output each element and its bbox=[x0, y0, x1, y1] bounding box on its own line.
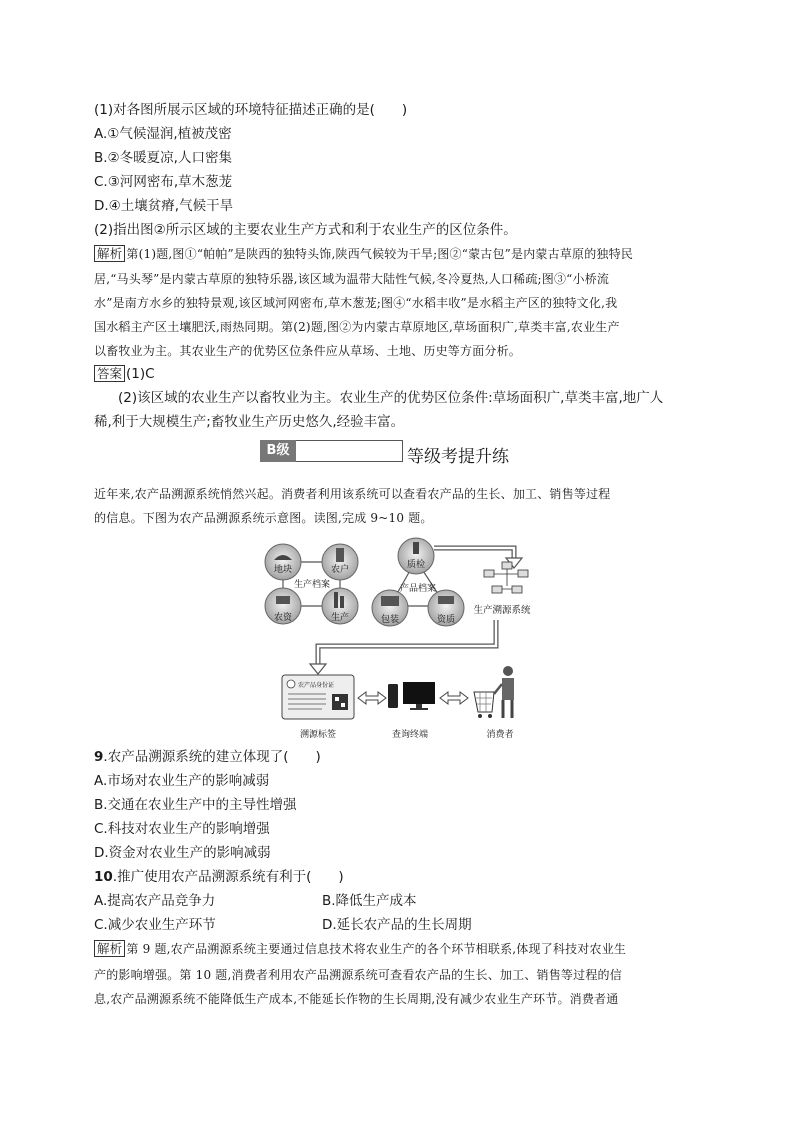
consumer bbox=[474, 666, 514, 740]
plot-node bbox=[265, 544, 301, 580]
question-1-option-c: C.③河网密布,草木葱茏 bbox=[94, 174, 233, 190]
level-badge: B级 bbox=[260, 440, 296, 462]
packaging-node bbox=[372, 590, 408, 626]
analysis-tag: 解析 bbox=[94, 245, 125, 262]
svg-text:资质: 资质 bbox=[436, 615, 456, 625]
svg-text:农产品身份证: 农产品身份证 bbox=[298, 682, 335, 689]
question-10-option-c: C.减少农业生产环节 bbox=[94, 917, 216, 933]
production-archive-group bbox=[265, 544, 358, 624]
question-9-stem: 9.农产品溯源系统的建立体现了( ) bbox=[94, 749, 321, 765]
svg-text:质检: 质检 bbox=[406, 560, 426, 570]
analysis-2-line-2: 产的影响增强。第 10 题,消费者利用农产品溯源系统可查看农产品的生长、加工、销售等过程的信 bbox=[94, 968, 622, 982]
analysis-1-line-2: 居,“马头琴”是内蒙古草原的独特乐器,该区域为温带大陆性气候,冬冷夏热,人口稀疏;图③“小桥流 bbox=[94, 272, 610, 286]
question-1-option-d: D.④土壤贫瘠,气候干旱 bbox=[94, 198, 234, 214]
answer-1-line-1: 答案 (1)C bbox=[94, 365, 155, 383]
traceability-diagram bbox=[256, 534, 546, 740]
svg-text:农资: 农资 bbox=[273, 613, 293, 623]
farmer-node bbox=[322, 544, 358, 580]
analysis-1-line-4: 国水稻主产区土壤肥沃,雨热同期。第(2)题,图②为内蒙古草原地区,草场面积广,草类丰富,农业生产 bbox=[94, 320, 620, 334]
question-9-option-b: B.交通在农业生产中的主导性增强 bbox=[94, 797, 297, 813]
question-9-option-a: A.市场对农业生产的影响减弱 bbox=[94, 773, 270, 789]
intro-line-2: 的信息。下图为农产品溯源系统示意图。读图,完成 9~10 题。 bbox=[94, 511, 433, 525]
section-title: 等级考提升练 bbox=[407, 447, 509, 467]
analysis-1-line-1: 解析 第(1)题,图①“帕帕”是陕西的独特头饰,陕西气候较为干旱;图②“蒙古包”是内蒙古草原的独特民 bbox=[94, 245, 633, 263]
inspection-node bbox=[398, 538, 434, 574]
analysis-2-line-3: 息,农产品溯源系统不能降低生产成本,不能延长作物的生长周期,没有减少农业生产环节。消费者通 bbox=[94, 992, 619, 1006]
svg-text:地块: 地块 bbox=[273, 565, 293, 575]
qualification-node bbox=[428, 590, 464, 626]
product-archive-group bbox=[372, 538, 464, 626]
bidirectional-arrow-1 bbox=[358, 692, 386, 704]
analysis-1-line-3: 水”是南方水乡的独特景观,该区域河网密布,草木葱茏;图④“水稻丰收”是水稻主产区的独特文化,我 bbox=[94, 296, 618, 310]
query-terminal bbox=[388, 682, 435, 740]
question-1-option-a: A.①气候湿润,植被茂密 bbox=[94, 126, 232, 142]
product-archive-label: 产品档案 bbox=[399, 584, 437, 594]
svg-text:生产: 生产 bbox=[330, 613, 350, 623]
question-10-option-a: A.提高农产品竞争力 bbox=[94, 893, 216, 909]
question-9-option-d: D.资金对农业生产的影响减弱 bbox=[94, 845, 271, 861]
svg-text:溯源标签: 溯源标签 bbox=[299, 730, 337, 740]
analysis-1-line-5: 以畜牧业为主。其农业生产的优势区位条件应从草场、土地、历史等方面分析。 bbox=[94, 344, 522, 358]
intro-line-1: 近年来,农产品溯源系统悄然兴起。消费者利用该系统可以查看农产品的生长、加工、销售等过程 bbox=[94, 487, 611, 501]
banner-box bbox=[296, 440, 403, 462]
analysis-2-line-1: 解析 第 9 题,农产品溯源系统主要通过信息技术将农业生产的各个环节相联系,体现了科技对农业生 bbox=[94, 940, 626, 958]
answer-1-line-3: 稀,利于大规模生产;畜牧业生产历史悠久,经验丰富。 bbox=[94, 414, 405, 430]
section-banner bbox=[260, 440, 540, 470]
analysis-tag: 解析 bbox=[94, 940, 125, 957]
farm-supplies-node bbox=[265, 588, 301, 624]
question-1-option-b: B.②冬暖夏凉,人口密集 bbox=[94, 150, 232, 166]
traceability-system bbox=[473, 562, 531, 616]
svg-text:消费者: 消费者 bbox=[486, 730, 514, 740]
question-2-stem: (2)指出图②所示区域的主要农业生产方式和利于农业生产的区位条件。 bbox=[94, 222, 517, 238]
question-10-option-d: D.延长农产品的生长周期 bbox=[322, 917, 472, 933]
question-9-option-c: C.科技对农业生产的影响增强 bbox=[94, 821, 270, 837]
svg-text:查询终端: 查询终端 bbox=[391, 730, 429, 740]
answer-tag: 答案 bbox=[94, 365, 125, 382]
traceability-label bbox=[282, 675, 354, 740]
question-1-stem: (1)对各图所展示区域的环境特征描述正确的是( ) bbox=[94, 102, 408, 118]
production-node bbox=[322, 588, 358, 624]
production-archive-label: 生产档案 bbox=[293, 580, 331, 590]
svg-text:包装: 包装 bbox=[380, 615, 400, 625]
question-10-stem: 10.推广使用农产品溯源系统有利于( ) bbox=[94, 869, 344, 885]
question-10-option-b: B.降低生产成本 bbox=[322, 893, 417, 909]
svg-text:农户: 农户 bbox=[330, 565, 350, 575]
answer-1-line-2: (2)该区域的农业生产以畜牧业为主。农业生产的优势区位条件:草场面积广,草类丰富,地广人 bbox=[118, 390, 664, 406]
system-label: 生产溯源系统 bbox=[473, 605, 531, 616]
bidirectional-arrow-2 bbox=[440, 692, 468, 704]
arrow-to-label bbox=[310, 664, 326, 674]
